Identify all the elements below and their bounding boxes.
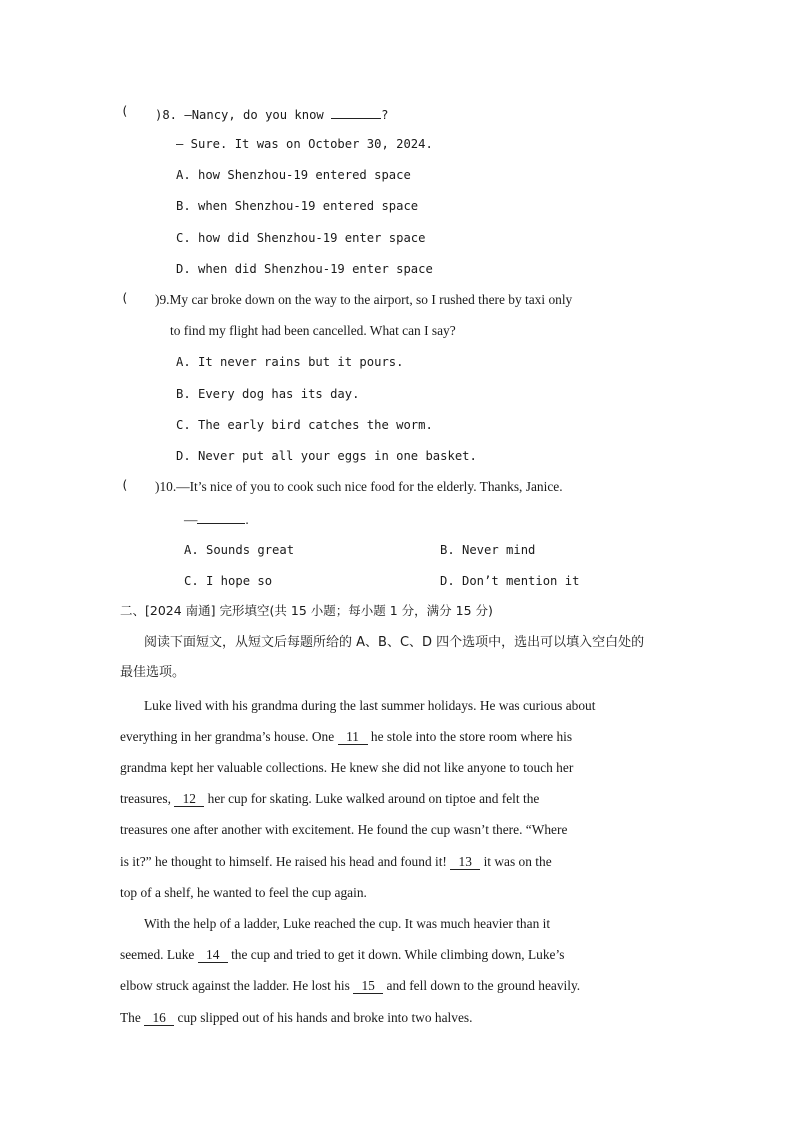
passage-text: cup slipped out of his hands and broke into two halves.	[174, 1010, 473, 1025]
answer-paren-8[interactable]: (	[121, 104, 129, 118]
answer-paren-9[interactable]: (	[121, 291, 129, 305]
passage-line: Luke lived with his grandma during the last summer holidays. He was curious about	[144, 698, 596, 713]
section-instruction: 阅读下面短文，从短文后每题所给的 A、B、C、D 四个选项中，选出可以填入空白处的	[144, 635, 645, 650]
answer-blank[interactable]	[197, 509, 245, 524]
option-c[interactable]: C. how did Shenzhou-19 enter space	[176, 231, 426, 245]
question-10-answer	[184, 509, 249, 529]
passage-text: everything in her grandma’s house. One	[120, 729, 338, 744]
question-10-stem	[155, 478, 563, 496]
answer-paren-10[interactable]: (	[121, 478, 129, 492]
passage-line: grandma kept her valuable collections. He knew she did not like anyone to touch her	[120, 760, 574, 775]
passage-line: treasures one after another with excitement. He found the cup wasn’t there. “Where	[120, 822, 568, 837]
passage-line: top of a shelf, he wanted to feel the cup again.	[120, 885, 367, 900]
passage-line	[120, 728, 572, 746]
stem-text: —It’s nice of you to cook such nice food for the elderly. Thanks, Janice.	[176, 479, 563, 494]
question-number: )10.	[155, 479, 177, 494]
passage-line	[120, 946, 564, 964]
cloze-blank-11[interactable]: 11	[338, 730, 368, 745]
passage-line: With the help of a ladder, Luke reached the cup. It was much heavier than it	[144, 916, 551, 931]
option-a[interactable]: A. It never rains but it pours.	[176, 355, 404, 369]
dash: —	[184, 512, 198, 527]
cloze-blank-16[interactable]: 16	[144, 1011, 174, 1026]
question-8-reply: — Sure. It was on October 30, 2024.	[176, 137, 433, 151]
passage-text: seemed. Luke	[120, 947, 198, 962]
question-8-stem	[155, 104, 388, 124]
option-c[interactable]: C. I hope so	[184, 574, 273, 588]
passage-line	[120, 977, 580, 995]
passage-text: the cup and tried to get it down. While climbing down, Luke’s	[227, 947, 565, 962]
option-b[interactable]: B. Never mind	[440, 543, 536, 557]
option-b[interactable]: B. Every dog has its day.	[176, 387, 360, 401]
passage-text: is it?” he thought to himself. He raised his head and found it!	[120, 854, 451, 869]
passage-text: The	[120, 1010, 145, 1025]
stem-suffix: ?	[381, 108, 389, 122]
stem-text: My car broke down on the way to the airport, so I rushed there by taxi only	[169, 292, 573, 307]
option-a[interactable]: A. how Shenzhou-19 entered space	[176, 168, 411, 182]
answer-blank[interactable]	[331, 104, 381, 119]
period: .	[245, 512, 249, 527]
option-c[interactable]: C. The early bird catches the worm.	[176, 418, 433, 432]
cloze-blank-13[interactable]: 13	[450, 855, 480, 870]
passage-text: and fell down to the ground heavily.	[383, 978, 581, 993]
option-d[interactable]: D. when did Shenzhou-19 enter space	[176, 262, 433, 276]
passage-line	[120, 1009, 472, 1027]
question-9-stem-line2: to find my flight had been cancelled. What can I say?	[170, 323, 456, 338]
option-a[interactable]: A. Sounds great	[184, 543, 295, 557]
cloze-blank-14[interactable]: 14	[198, 948, 228, 963]
passage-line	[120, 790, 539, 808]
option-b[interactable]: B. when Shenzhou-19 entered space	[176, 199, 419, 213]
passage-text: he stole into the store room where his	[367, 729, 573, 744]
passage-text: treasures,	[120, 791, 175, 806]
stem-text: —Nancy, do you know	[184, 108, 332, 122]
option-d[interactable]: D. Don’t mention it	[440, 574, 580, 588]
question-number: )9.	[155, 292, 170, 307]
section-heading: 二、[2024 南通] 完形填空(共 15 小题；每小题 1 分，满分 15 分)	[120, 603, 493, 618]
cloze-blank-12[interactable]: 12	[174, 792, 204, 807]
passage-text: it was on the	[480, 854, 552, 869]
section-instruction-line2: 最佳选项。	[120, 665, 186, 680]
question-number: )8.	[155, 108, 178, 122]
question-9-stem	[155, 291, 572, 309]
passage-text: her cup for skating. Luke walked around on tiptoe and felt the	[204, 791, 540, 806]
passage-text: elbow struck against the ladder. He lost his	[120, 978, 354, 993]
passage-line	[120, 853, 552, 871]
option-d[interactable]: D. Never put all your eggs in one basket.	[176, 449, 477, 463]
cloze-blank-15[interactable]: 15	[353, 979, 383, 994]
